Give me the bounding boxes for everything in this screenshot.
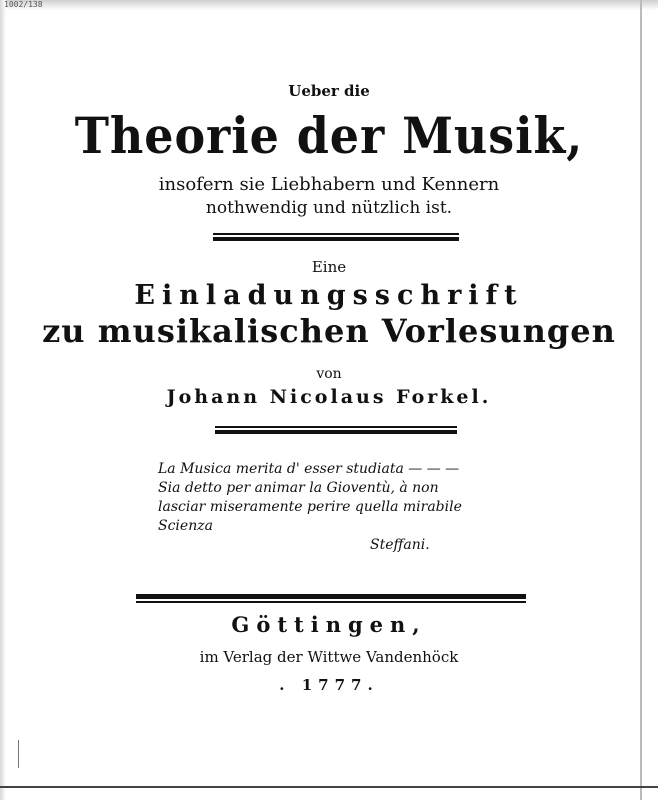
scan-artifact: [18, 740, 19, 768]
document-type-intro: Eine: [311, 258, 347, 276]
author-preposition: von: [316, 366, 342, 382]
intro-text: Ueber die: [288, 82, 370, 100]
epigraph-line: La Musica merita d' esser studiata — — —: [158, 461, 460, 477]
epigraph: [158, 460, 488, 555]
document-type: Einladungsschrift: [134, 280, 524, 311]
divider-rule: [213, 233, 459, 235]
subtitle-line-1: insofern sie Liebhabern und Kennern: [158, 174, 500, 195]
epigraph-line: lasciar miseramente perire quella mirabile: [158, 499, 462, 515]
publication-place: Göttingen,: [231, 612, 427, 637]
divider-rule: [213, 237, 459, 241]
scan-top-edge: [0, 0, 658, 10]
publisher: im Verlag der Wittwe Vandenhöck: [199, 648, 459, 666]
epigraph-attribution: Steffani.: [370, 537, 430, 553]
document-type-subtitle: zu musikalischen Vorlesungen: [42, 312, 616, 350]
epigraph-line: Scienza: [158, 518, 213, 534]
page-title: Theorie der Musik,: [74, 106, 584, 165]
divider-rule: [136, 594, 526, 599]
divider-rule: [215, 430, 457, 434]
publication-year: . 1777.: [279, 676, 379, 694]
divider-rule: [136, 601, 526, 603]
catalog-mark: 1002/138: [4, 0, 43, 9]
author-name: Johann Nicolaus Forkel.: [166, 386, 492, 408]
divider-rule: [215, 426, 457, 428]
epigraph-line: Sia detto per animar la Gioventù, à non: [158, 480, 439, 496]
subtitle-line-2: nothwendig und nützlich ist.: [205, 198, 453, 218]
scan-bottom-edge: [0, 786, 658, 788]
